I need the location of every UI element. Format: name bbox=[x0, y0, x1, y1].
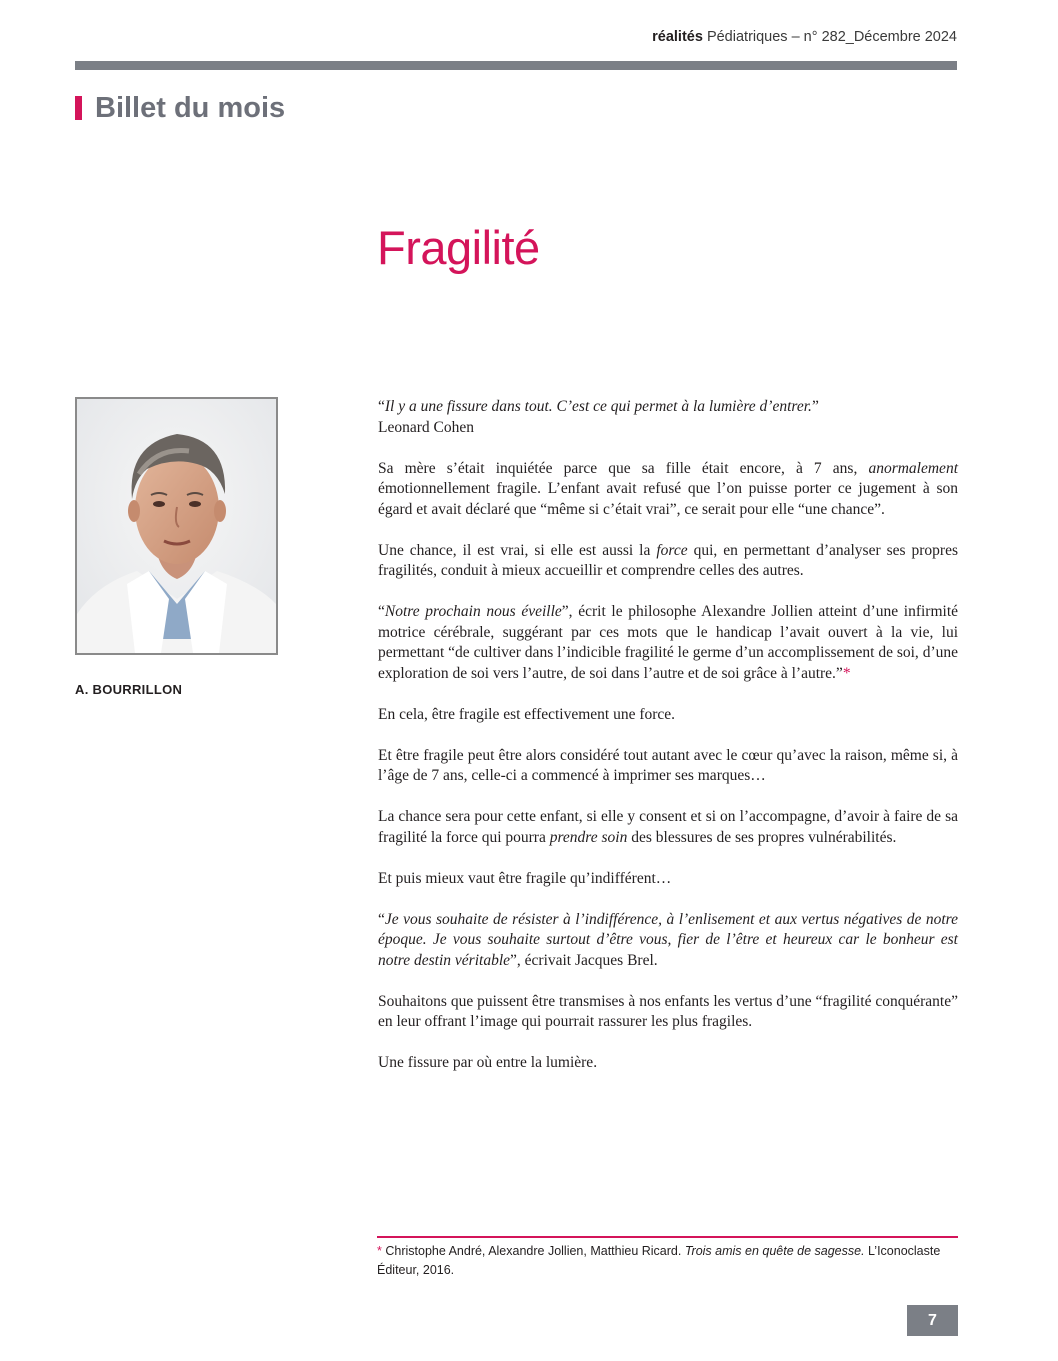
text-run: Sa mère s’était inquiétée parce que sa fille était encore, à 7 ans, bbox=[378, 459, 869, 477]
text-run: Christophe André, Alexandre Jollien, Matthieu Ricard. bbox=[381, 1244, 685, 1258]
text-run: des blessures de ses propres vulnérabilités. bbox=[627, 828, 897, 846]
paragraph bbox=[378, 807, 958, 848]
section-label: Billet du mois bbox=[95, 91, 286, 124]
paragraph: Et puis mieux vaut être fragile qu’indifférent… bbox=[378, 869, 672, 887]
author-photo-icon bbox=[77, 399, 276, 653]
paragraph: “Notre prochain nous éveille”, écrit le philosophe Alexandre Jollien atteint d’une infirmité motrice cérébrale, suggérant par ces mots que le handicap l’avait ouvert à la vie, lui permettant “de cultiver dans l’indicible fragilité le germe d’un accomplissement de soi, d’une exploration de soi vers l’autre, de soi dans l’autre et de soi grâce à l’autre.”* bbox=[378, 603, 958, 682]
paragraph: Et être fragile peut être alors considéré tout autant avec le cœur qu’avec la raison, même si, à l’âge de 7 ans, celle-ci a commencé à imprimer ses marques… bbox=[378, 746, 958, 784]
paragraph: “Je vous souhaite de résister à l’indifférence, à l’enlisement et aux vertus négatives de notre époque. Je vous souhaite surtout d’être vous, fier de l’être et heureux car le bonheur est notre destin véritable”, écrivait Jacques Brel. bbox=[378, 910, 958, 969]
epigraph-author: Leonard Cohen bbox=[378, 418, 474, 436]
footnote-marker[interactable]: * bbox=[842, 664, 851, 682]
epigraph: “Il y a une fissure dans tout. C’est ce qui permet à la lumière d’entrer.” Leonard Cohen bbox=[378, 398, 819, 436]
emphasis: force bbox=[656, 541, 688, 559]
text-run: ”, écrivait Jacques Brel. bbox=[510, 951, 658, 969]
text-run: ”, écrit le philosophe Alexandre Jollien atteint d’une infirmité motrice cérébrale, suggérant par ces mots que le handicap l’avait ouvert à la vie, lui permettant “de cultiver dans l’indicible fragilité le germe d’un accomplissement de soi, d’une exploration de soi vers l’autre, de soi dans l’autre et de soi grâce à l’autre.” bbox=[378, 603, 958, 682]
section-accent-bar bbox=[75, 96, 82, 120]
author-name: A. BOURRILLON bbox=[75, 682, 183, 697]
footnote-marker: * bbox=[377, 1244, 382, 1258]
paragraph bbox=[378, 541, 958, 582]
footnote-rule bbox=[377, 1236, 958, 1238]
journal-issue: Pédiatriques – n° 282_Décembre 2024 bbox=[702, 29, 957, 45]
text-run: Une chance, il est vrai, si elle est aussi la bbox=[378, 541, 657, 559]
article-body bbox=[378, 397, 958, 1094]
emphasis: anormalement bbox=[868, 459, 958, 477]
author-photo bbox=[75, 397, 278, 655]
emphasis: prendre soin bbox=[549, 828, 628, 846]
section-heading bbox=[75, 92, 285, 124]
emphasis: Notre prochain nous éveille bbox=[384, 603, 562, 620]
text-run: La chance sera pour cette enfant, si elle y consent et si on l’accompagne, d’avoir à faire de sa fragilité la force qui pourra bbox=[378, 808, 958, 846]
text-run: L’Iconoclaste Éditeur, 2016. bbox=[377, 1244, 941, 1277]
paragraph bbox=[378, 459, 958, 521]
text-run: émotionnellement fragile. L’enfant avait refusé que l’on puisse porter ce jugement à son égard et avait déclaré que “même si c’était vrai”, ce serait pour elle “une chance”. bbox=[378, 480, 958, 518]
running-header bbox=[652, 29, 957, 45]
emphasis: Trois amis en quête de sagesse. bbox=[684, 1244, 865, 1258]
paragraph: Souhaitons que puissent être transmises à nos enfants les vertus d’une “fragilité conquérante” en leur offrant l’image qui pourrait rassurer les plus fragiles. bbox=[378, 992, 958, 1030]
paragraph: En cela, être fragile est effectivement une force. bbox=[378, 705, 676, 723]
paragraph: Une fissure par où entre la lumière. bbox=[378, 1054, 598, 1071]
header-rule bbox=[75, 61, 957, 70]
footnote bbox=[377, 1242, 958, 1280]
article-title: Fragilité bbox=[377, 221, 540, 274]
epigraph-quote: Il y a une fissure dans tout. C’est ce qui permet à la lumière d’entrer. bbox=[384, 398, 812, 415]
journal-brand: réalités bbox=[652, 29, 703, 45]
text-run: qui, en permettant d’analyser ses propres fragilités, conduit à mieux accueillir et comprendre celles des autres. bbox=[378, 541, 958, 579]
emphasis: Je vous souhaite de résister à l’indifférence, à l’enlisement et aux vertus négatives de notre époque. Je vous souhaite surtout d’être vous, fier de l’être et heureux car le bonheur est notre destin véritable bbox=[378, 910, 958, 969]
page-number: 7 bbox=[907, 1305, 958, 1336]
